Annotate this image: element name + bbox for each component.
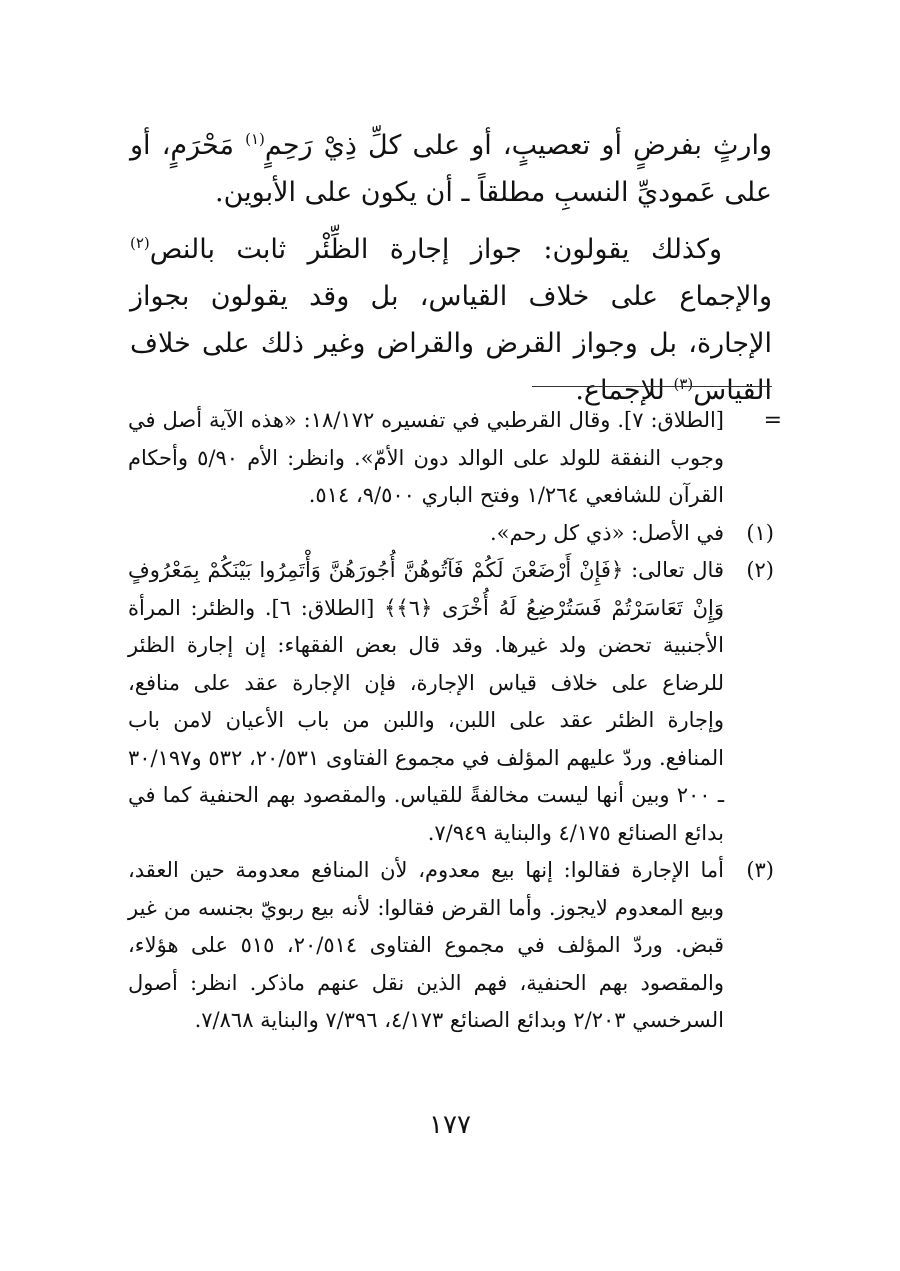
main-paragraph-1: [130, 122, 772, 216]
continuation-text: [الطلاق: ٧]. وقال القرطبي في تفسيره ١٨/١٧٢: «هذه الآية أصل في وجوب النفقة للولد على الوالد دون الأمّ». وانظر: الأم ٥/٩٠ وأحكام القرآن للشافعي ١/٢٦٤ وفتح الباري ٩/٥٠٠، ٥١٤.: [128, 408, 724, 507]
footnote-text: قال تعالى: ﴿فَإِنْ أَرْضَعْنَ لَكُمْ فَآتُوهُنَّ أُجُورَهُنَّ وَأْتَمِرُوا بَيْنَكُمْ بِمَعْرُوفٍ وَإِنْ تَعَاسَرْتُمْ فَسَتُرْضِعُ لَهُ أُخْرَى ﴿٦﴾﴾ [الطلاق: ٦]. والظئر: المرأة الأجنبية تحضن ولد غيرها. وقد قال بعض الفقهاء: إن إجارة الظئر للرضاع على خلاف قياس الإجارة، فإن الإجارة عقد على منافع، وإجارة الظئر عقد على اللبن، واللبن من باب الأعيان لامن باب المنافع. وردّ عليهم المؤلف في مجموع الفتاوى ٢٠/٥٣١، ٥٣٢ و٣٠/١٩٧ ـ ٢٠٠ وبين أنها ليست مخالفةً للقياس. والمقصود بهم الحنفية كما في بدائع الصنائع ٤/١٧٥ والبناية ٧/٩٤٩.: [128, 558, 725, 845]
footnote-ref-1: (١): [245, 130, 265, 148]
footnote-text: في الأصل: «ذي كل رحم».: [489, 520, 724, 545]
paragraph2-part1: وكذلك يقولون: جواز إجارة الظِّئْر ثابت بالنص: [149, 234, 722, 265]
page-number: ١٧٧: [429, 1110, 471, 1140]
paragraph1-part1: وارثٍ بفرضٍ أو تعصيبٍ، أو على كلِّ ذِيْ رَحِمٍ: [264, 130, 772, 161]
main-text-body: [130, 122, 772, 414]
footnote-ref-2: (٢): [130, 234, 150, 252]
footnote-2: [128, 552, 772, 852]
paragraph1-part2: مَحْرَمٍ، أو على عَموديِّ النسبِ مطلقاً ـ أن يكون على الأبوين.: [130, 130, 772, 208]
paragraph2-part2: والإجماع على خلاف القياس، بل وقد يقولون بجواز الإجارة، بل وجواز القرض والقراض وغير ذلك على خلاف القياس: [130, 281, 772, 406]
footnote-text: أما الإجارة فقالوا: إنها بيع معدوم، لأن المنافع معدومة حين العقد، وبيع المعدوم لايجوز. وأما القرض فقالوا: لأنه بيع ربويّ بجنسه من غير قبض. وردّ المؤلف في مجموع الفتاوى ٢٠/٥١٤، ٥١٥ على هؤلاء، والمقصود بهم الحنفية، فهم الذين نقل عنهم ماذكر. انظر: أصول السرخسي ٢/٢٠٣ وبدائع الصنائع ٤/١٧٣، ٧/٣٩٦ والبناية ٧/٨٦٨.: [128, 858, 725, 1032]
footnote-continuation: [128, 402, 782, 515]
footnote-number: (١): [746, 520, 774, 545]
paragraph2-part3: للإجماع.: [575, 375, 674, 406]
footnotes-section: [128, 402, 782, 1040]
footnote-number: (٢): [746, 558, 774, 582]
footnote-3: [128, 852, 772, 1040]
footnote-number: (٣): [746, 858, 774, 882]
footnote-1: [128, 515, 772, 553]
footnote-separator: [532, 386, 772, 387]
continuation-marker: =: [763, 408, 782, 433]
footnote-ref-3: (٣): [673, 375, 694, 393]
